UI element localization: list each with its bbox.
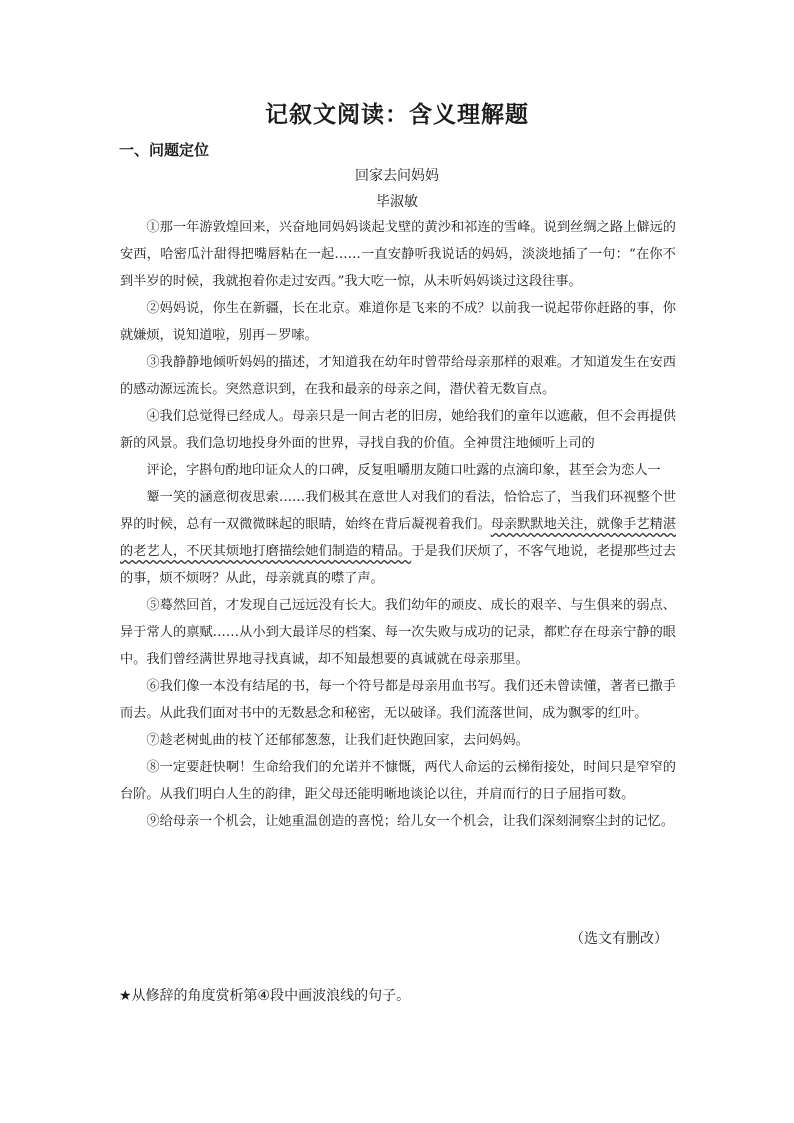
paragraph-8: ⑧一定要赶快啊！生命给我们的允诺并不慷慨，两代人命运的云梯衔接处，时间只是窄窄的台阶。从我们明白人生的韵律，距父母还能明晰地谈论以往，并肩而行的日子屈指可数。 (120, 760, 676, 802)
section-heading: 一、问题定位 (119, 141, 210, 159)
wavy-underlined-sentence: 母亲默默地关注，就像手艺精湛的老艺人，不厌其烦地打磨描绘她们制造的精品。 (120, 517, 677, 559)
paragraph-4-part-1: ④我们总觉得已经成人。母亲只是一间古老的旧房，她给我们的童年以遮蔽，但不会再提供新的风景。我们急切地投身外面的世界，寻找自我的价值。全神贯注地倾听上司的 (120, 409, 676, 451)
paragraph-3: ③我静静地倾听妈妈的描述，才知道我在幼年时曾带给母亲那样的艰难。才知道发生在安西的感动源远流长。突然意识到，在我和最亲的母亲之间，潜伏着无数盲点。 (120, 355, 676, 397)
paragraph-4-tail: 于是我们厌烦了，不客气地说，老提那些过去的事，烦不烦呀？从此，母亲就真的噤了声。 (120, 544, 676, 586)
question-text: ★从修辞的角度赏析第④段中画波浪线的句子。 (119, 988, 411, 1004)
paragraph-2: ②妈妈说，你生在新疆，长在北京。难道你是飞来的不成？以前我一说起带你赶路的事，你就嫌烦，说知道啦，别再－罗嗦。 (120, 301, 676, 343)
paragraph-9: ⑨给母亲一个机会，让她重温创造的喜悦；给儿女一个机会，让我们深刻洞察尘封的记忆。 (146, 814, 674, 829)
paragraph-4-part-2: 评论，字斟句酌地印证众人的口碑，反复咀嚼朋友随口吐露的点滴印象，甚至会为恋人一 (146, 463, 661, 478)
paragraph-4-part-3 (120, 484, 676, 592)
paragraph-6: ⑥我们像一本没有结尾的书，每一个符号都是母亲用血书写。我们还未曾读懂，著者已撒手而去。从此我们面对书中的无数悬念和秘密，无以破译。我们流落世间，成为飘零的红叶。 (120, 679, 676, 721)
source-note: （选文有删改） (570, 931, 668, 947)
paragraph-5: ⑤蓦然回首，才发现自己远远没有长大。我们幼年的顽皮、成长的艰辛、与生俱来的弱点、异于常人的禀赋……从小到大最详尽的档案、每一次失败与成功的记录，都贮存在母亲宁静的眼中。我们曾经满世界地寻找真诚，却不知最想要的真诚就在母亲那里。 (120, 598, 676, 667)
document-title: 记叙文阅读：含义理解题 (265, 102, 529, 128)
paragraph-1: ①那一年游敦煌回来，兴奋地同妈妈谈起戈壁的黄沙和祁连的雪峰。说到丝绸之路上僻远的安西，哈密瓜汁甜得把嘴唇粘在一起……一直安静听我说话的妈妈，淡淡地插了一句：“在你不到半岁的时候，我就抱着你走过安西。”我大吃一惊，从未听妈妈谈过这段往事。 (120, 220, 676, 289)
paragraph-4-text: 颦一笑的涵意彻夜思索……我们极其在意世人对我们的看法，恰恰忘了，当我们环视整个世界的时候，总有一双微微眯起的眼睛，始终在背后凝视着我们。 (120, 490, 676, 532)
article-author: 毕淑敏 (376, 194, 418, 210)
paragraph-7: ⑦趁老树虬曲的枝丫还郁郁葱葱，让我们赶快跑回家，去问妈妈。 (146, 733, 529, 748)
article-body (120, 214, 676, 835)
article-title: 回家去问妈妈 (355, 168, 439, 184)
